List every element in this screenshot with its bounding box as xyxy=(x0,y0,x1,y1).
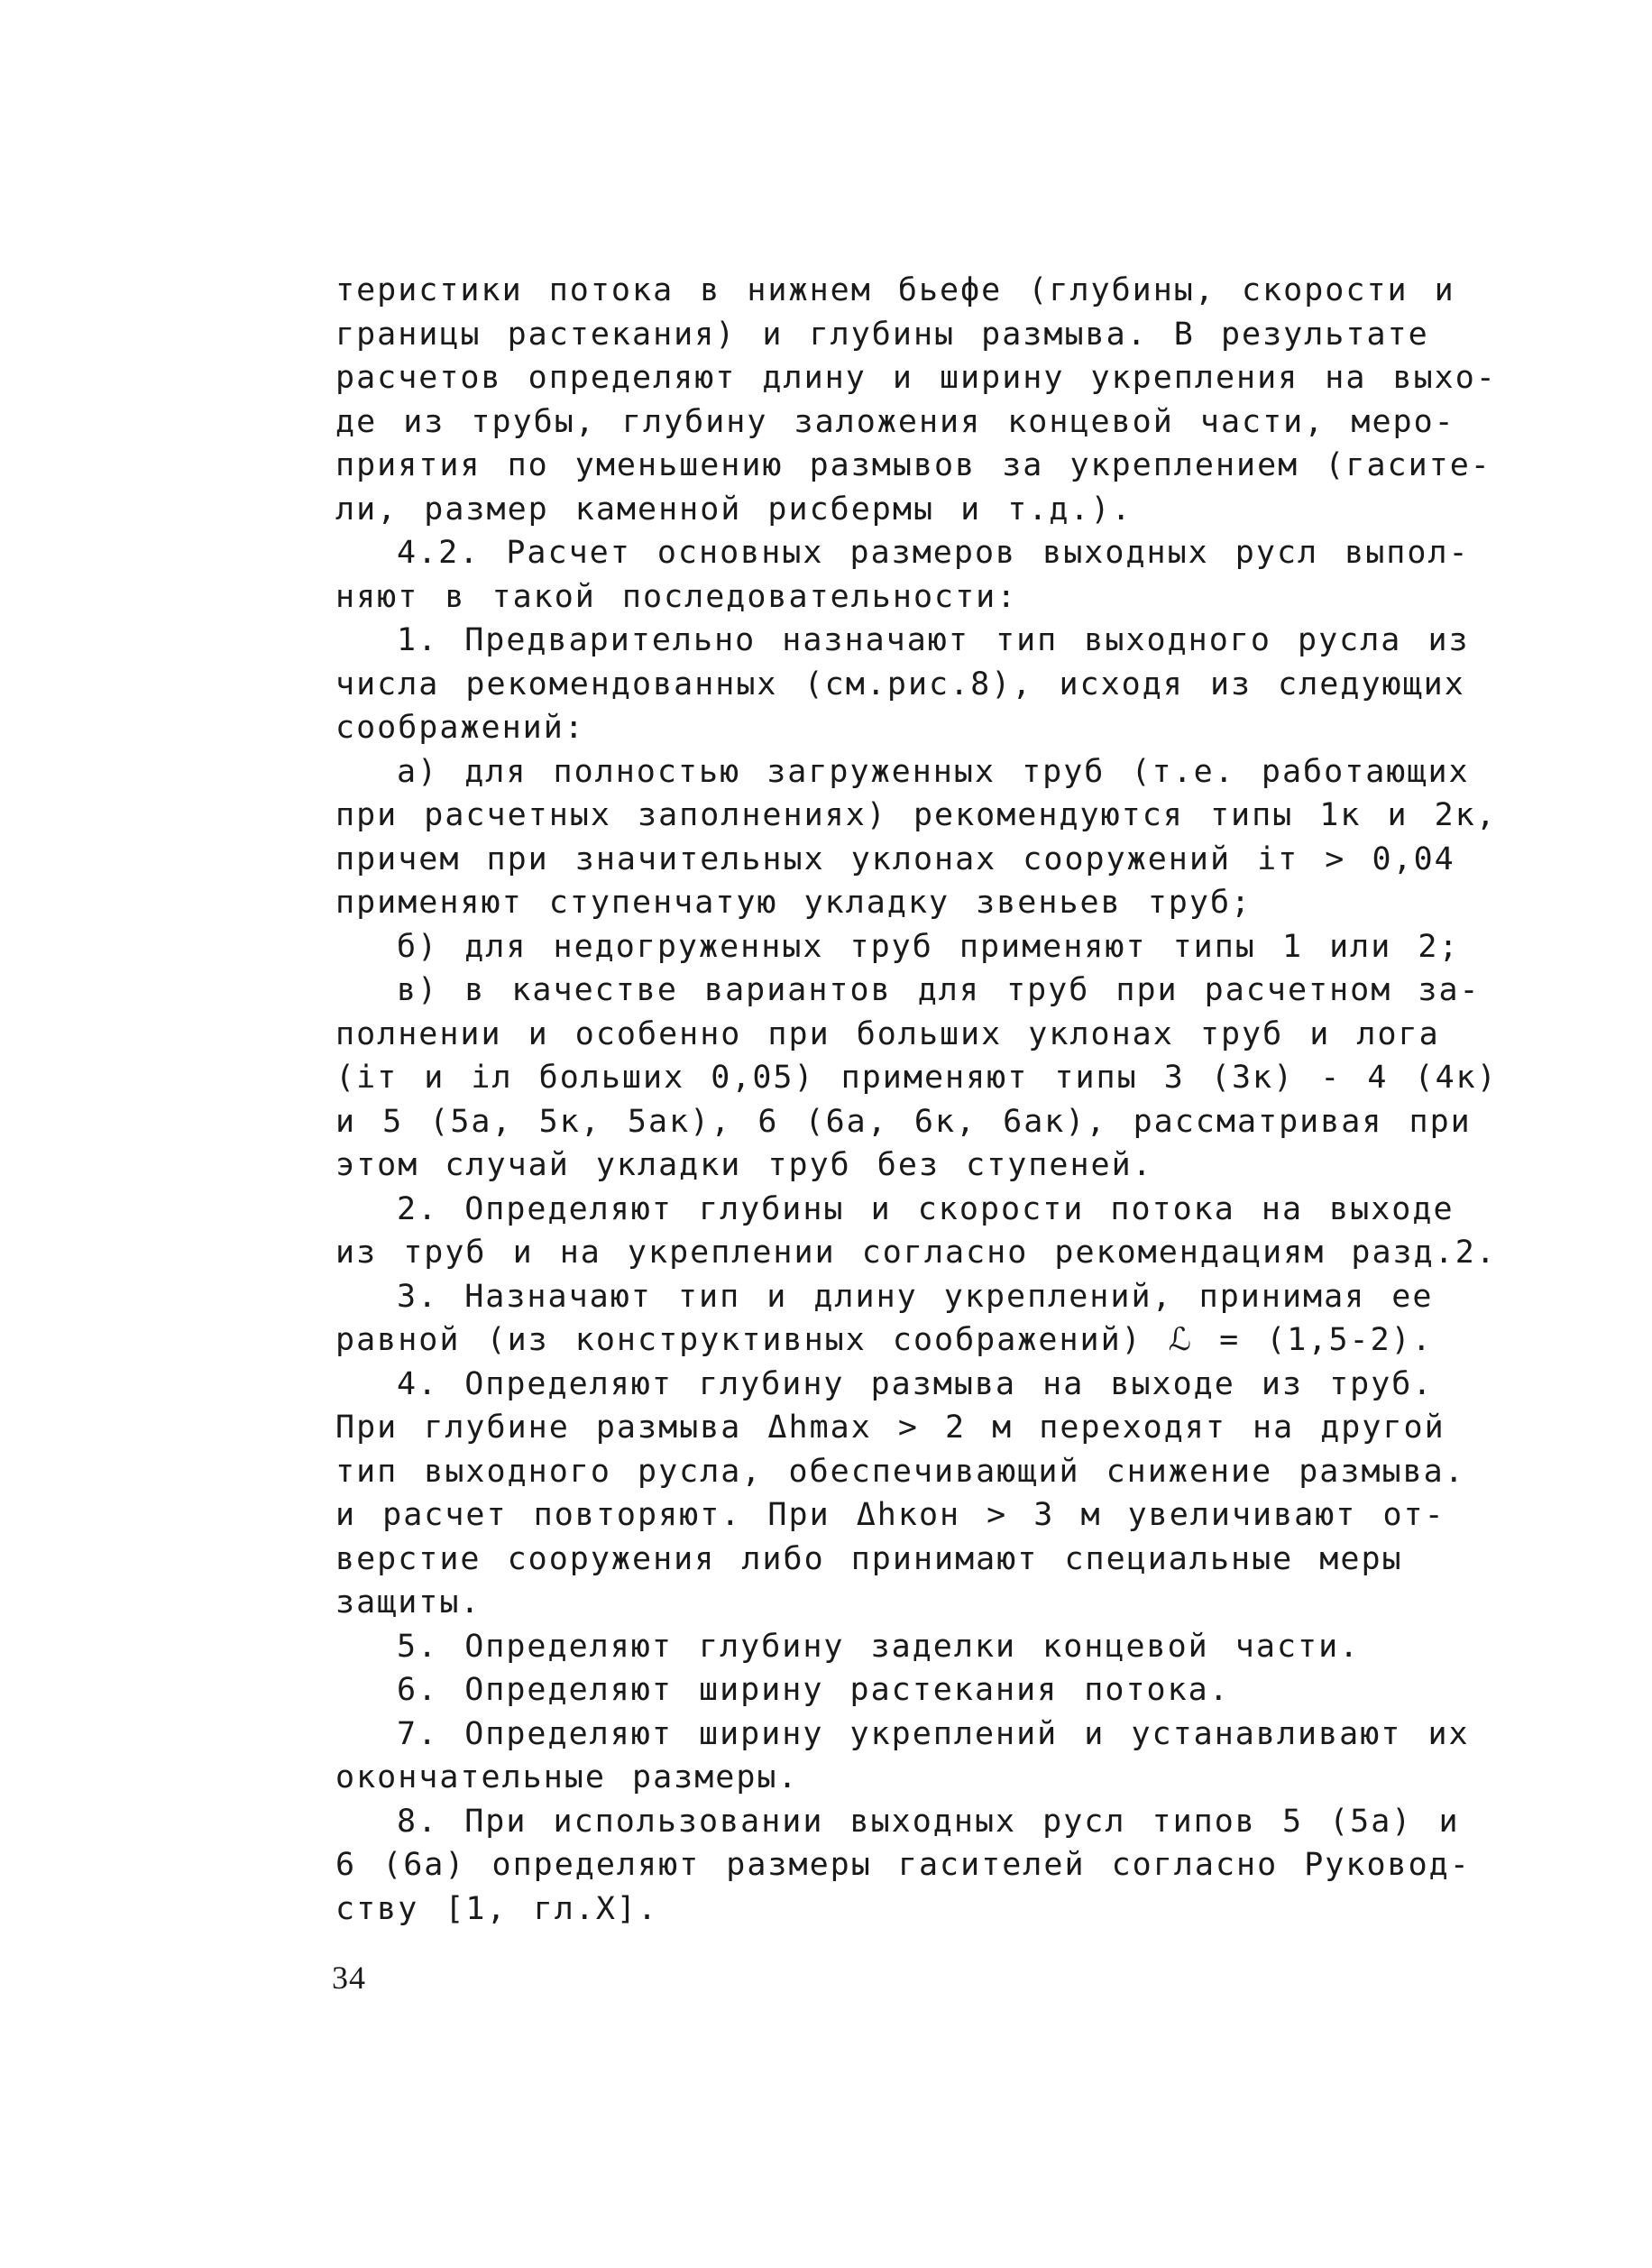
text-line: равной (из конструктивных соображений) ℒ = (1,5-2). xyxy=(335,1322,1433,1358)
text-line: этом случай укладки труб без ступеней. xyxy=(335,1147,1153,1183)
text-line: причем при значительных уклонах сооружений iт > 0,04 xyxy=(335,840,1455,877)
page-number: 34 xyxy=(332,1960,366,1996)
text-line: 4. Определяют глубину размыва на выходе из труб. xyxy=(397,1365,1434,1402)
text-line: при расчетных заполнениях) рекомендуются типы 1к и 2к, xyxy=(335,797,1497,833)
text-line: соображений: xyxy=(335,710,585,746)
text-line: 6. Определяют ширину растекания потока. xyxy=(397,1672,1230,1708)
text-line: тип выходного русла, обеспечивающий снижение размыва. xyxy=(335,1453,1465,1490)
text-line: (iт и iл больших 0,05) применяют типы 3 (3к) - 4 (4к) xyxy=(335,1060,1498,1096)
text-line: 4.2. Расчет основных размеров выходных русл выпол- xyxy=(397,535,1470,571)
text-line: верстие сооружения либо принимают специальные меры xyxy=(335,1540,1403,1577)
text-line: а) для полностью загруженных труб (т.е. работающих xyxy=(397,753,1470,790)
text-line: защиты. xyxy=(335,1584,482,1621)
text-line: и расчет повторяют. При Δhкон > 3 м увеличивают от- xyxy=(335,1497,1446,1533)
text-line: применяют ступенчатую укладку звеньев труб; xyxy=(335,885,1253,921)
paragraph xyxy=(335,1625,1508,1669)
text-line: приятия по уменьшению размывов за укреплением (гасите- xyxy=(335,447,1491,483)
text-line: 6 (6а) определяют размеры гасителей согласно Руковод- xyxy=(335,1847,1471,1883)
text-line: ли, размер каменной рисбермы и т.д.). xyxy=(335,491,1133,528)
text-line: и 5 (5а, 5к, 5ак), 6 (6а, 6к, 6ак), рассматривая при xyxy=(335,1103,1472,1140)
text-line: расчетов определяют длину и ширину укрепления на выхо- xyxy=(335,360,1497,396)
paragraph xyxy=(335,1363,1508,1625)
text-line: из труб и на укреплении согласно рекомендациям разд.2. xyxy=(335,1235,1497,1271)
paragraph xyxy=(335,1275,1508,1363)
text-line: 2. Определяют глубины и скорости потока на выходе xyxy=(397,1190,1455,1227)
paragraph xyxy=(335,619,1508,750)
text-line: 8. При использовании выходных русл типов 5 (5а) и xyxy=(397,1803,1460,1840)
text-line: в) в качестве вариантов для труб при расчетном за- xyxy=(397,972,1481,1008)
paragraph xyxy=(335,1712,1508,1800)
paragraph xyxy=(335,1188,1508,1275)
text-line: полнении и особенно при больших уклонах труб и лога xyxy=(335,1015,1440,1052)
paragraph xyxy=(335,1800,1508,1932)
text-line: границы растекания) и глубины размыва. В результате xyxy=(335,316,1429,353)
text-line: 5. Определяют глубину заделки концевой части. xyxy=(397,1628,1361,1665)
text-line: де из трубы, глубину заложения концевой части, меро- xyxy=(335,403,1455,440)
paragraph xyxy=(335,531,1508,619)
paragraph xyxy=(335,925,1508,969)
text-line: няют в такой последовательности: xyxy=(335,578,1018,615)
body-text xyxy=(335,269,1508,1931)
text-line: числа рекомендованных (см.рис.8), исходя из следующих xyxy=(335,666,1465,702)
text-line: 1. Предварительно назначают тип выходного русла из xyxy=(397,622,1470,658)
text-line: 7. Определяют ширину укреплений и устанавливают их xyxy=(397,1715,1470,1752)
paragraph xyxy=(335,969,1508,1188)
text-line: б) для недогруженных труб применяют типы 1 или 2; xyxy=(397,928,1460,965)
text-line: теристики потока в нижнем бьефе (глубины, скорости и xyxy=(335,272,1455,308)
paragraph xyxy=(335,750,1508,925)
paragraph xyxy=(335,1668,1508,1712)
text-line: При глубине размыва Δhmax > 2 м переходят на другой xyxy=(335,1409,1446,1446)
text-line: окончательные размеры. xyxy=(335,1759,799,1795)
text-line: ству [1, гл.X]. xyxy=(335,1890,659,1927)
text-line: 3. Назначают тип и длину укреплений, принимая ее xyxy=(397,1278,1434,1315)
paragraph xyxy=(335,269,1508,531)
